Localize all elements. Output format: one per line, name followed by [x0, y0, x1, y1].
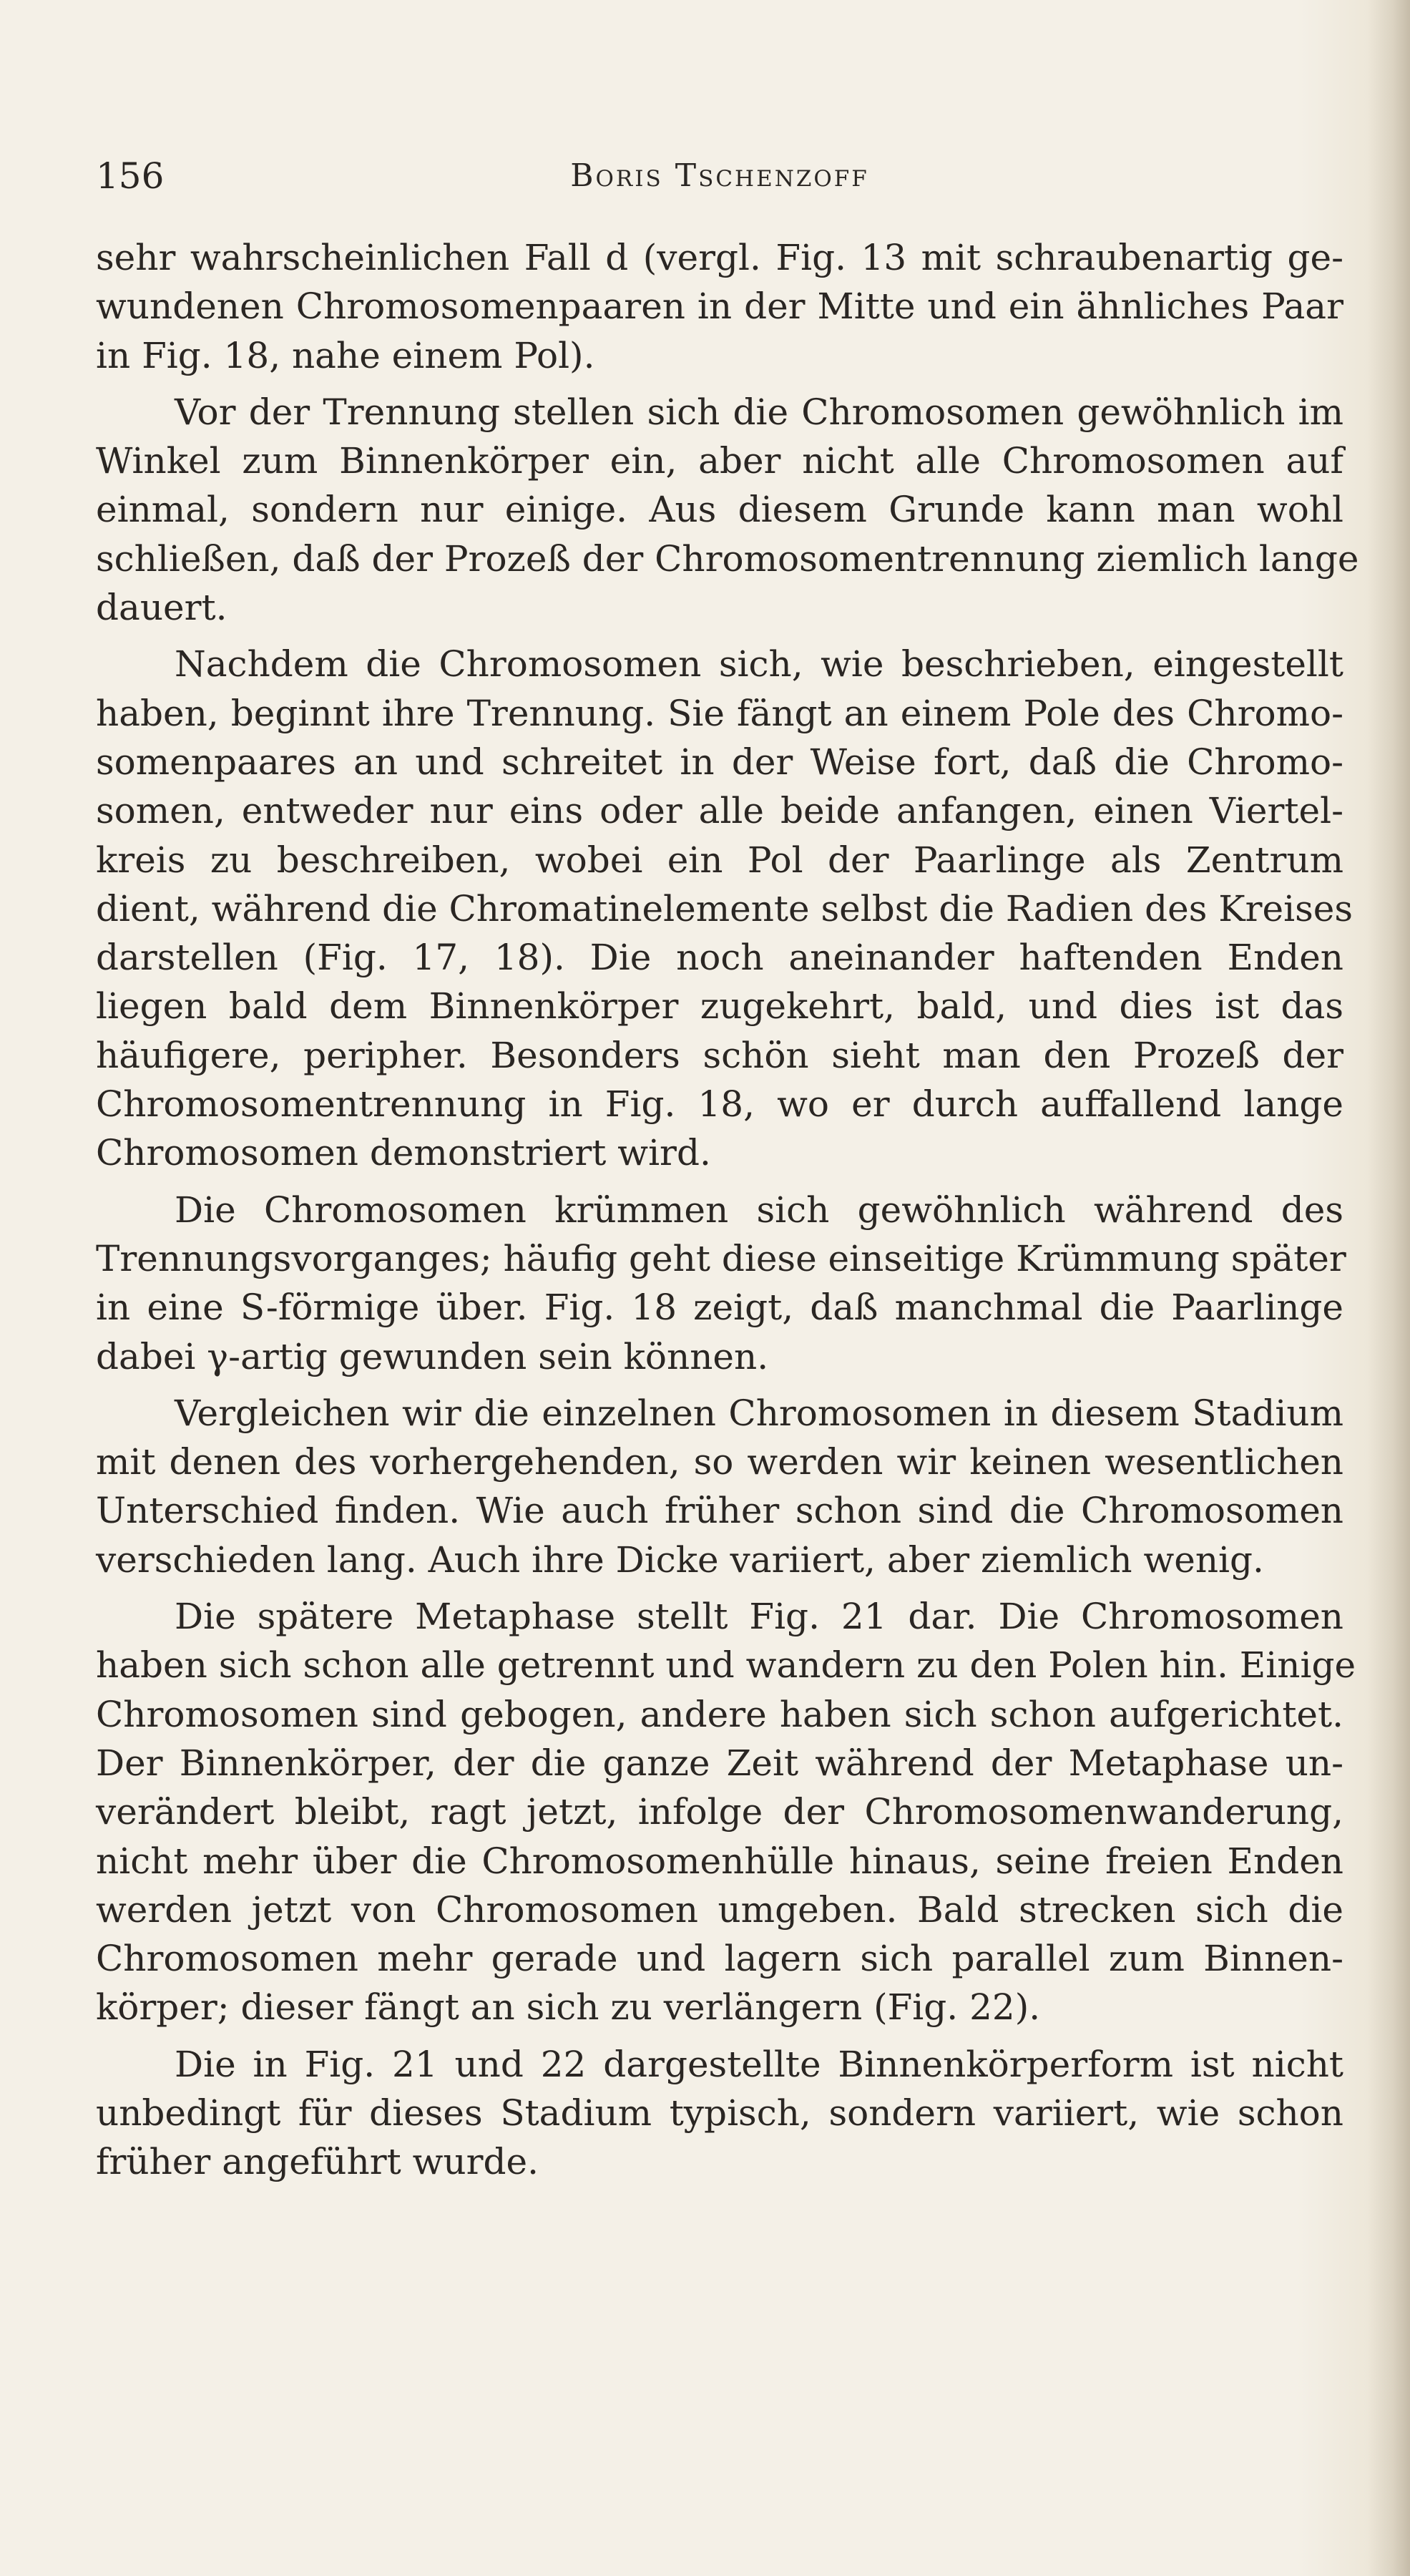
paragraph	[96, 388, 1359, 632]
text-line: darstellen (Fig. 17, 18). Die noch aneinander haftenden Enden	[96, 937, 1343, 979]
text-line: dient, während die Chromatinelemente selbst die Radien des Kreises	[96, 887, 1353, 930]
page-number: 156	[96, 155, 165, 197]
text-line: Die Chromosomen krümmen sich gewöhnlich während des	[175, 1189, 1343, 1231]
paragraph	[96, 1592, 1356, 2032]
text-line: Trennungsvorganges; häufig geht diese einseitige Krümmung später	[96, 1237, 1346, 1279]
text-line: nicht mehr über die Chromosomenhülle hinaus, seine freien Enden	[96, 1840, 1343, 1882]
text-line: verändert bleibt, ragt jetzt, infolge der Chromosomenwanderung,	[96, 1791, 1343, 1833]
text-line: Die in Fig. 21 und 22 dargestellte Binnenkörperform ist nicht	[175, 2043, 1343, 2085]
text-line: einmal, sondern nur einige. Aus diesem Grunde kann man wohl	[96, 489, 1343, 531]
paragraph	[96, 233, 1343, 380]
text-line: häufigere, peripher. Besonders schön sieht man den Prozeß der	[96, 1034, 1343, 1076]
text-line: haben sich schon alle getrennt und wandern zu den Polen hin. Einige	[96, 1644, 1356, 1687]
text-line: Unterschied finden. Wie auch früher schon sind die Chromosomen	[96, 1490, 1343, 1532]
text-line: wundenen Chromosomenpaaren in der Mitte und ein ähnliches Paar	[96, 286, 1343, 328]
text-line: unbedingt für dieses Stadium typisch, sondern variiert, wie schon	[96, 2092, 1343, 2134]
paragraph	[96, 1389, 1343, 1584]
text-line: Chromosomen sind gebogen, andere haben sich schon aufgerichtet.	[96, 1693, 1343, 1735]
text-line: in Fig. 18, nahe einem Pol).	[96, 334, 595, 376]
text-line: somen, entweder nur eins oder alle beide anfangen, einen Viertel-	[96, 790, 1343, 832]
text-line: Chromosomen demonstriert wird.	[96, 1132, 711, 1174]
text-line: Winkel zum Binnenkörper ein, aber nicht alle Chromosomen auf	[96, 440, 1343, 482]
paragraph	[96, 1186, 1346, 1381]
text-line: Chromosomentrennung in Fig. 18, wo er durch auffallend lange	[96, 1083, 1343, 1126]
body-text	[96, 233, 1359, 2195]
paragraph	[96, 2040, 1343, 2187]
page-edge-shadow	[1367, 0, 1410, 2576]
running-head	[96, 147, 1343, 205]
paragraph	[96, 640, 1353, 1177]
text-line: dauert.	[96, 587, 227, 629]
text-line: kreis zu beschreiben, wobei ein Pol der Paarlinge als Zentrum	[96, 839, 1343, 881]
text-line: Die spätere Metaphase stellt Fig. 21 dar. Die Chromosomen	[175, 1596, 1343, 1638]
text-line: dabei γ-artig gewunden sein können.	[96, 1335, 769, 1377]
text-line: Vergleichen wir die einzelnen Chromosomen in diesem Stadium	[175, 1392, 1343, 1434]
text-line: somenpaares an und schreitet in der Weise fort, daß die Chromo-	[96, 741, 1343, 783]
text-line: werden jetzt von Chromosomen umgeben. Bald strecken sich die	[96, 1888, 1343, 1931]
text-line: Vor der Trennung stellen sich die Chromosomen gewöhnlich im	[175, 391, 1343, 433]
text-line: in eine S-förmige über. Fig. 18 zeigt, daß manchmal die Paarlinge	[96, 1287, 1343, 1329]
text-line: Chromosomen mehr gerade und lagern sich parallel zum Binnen-	[96, 1938, 1343, 1980]
text-line: verschieden lang. Auch ihre Dicke variiert, aber ziemlich wenig.	[96, 1538, 1264, 1581]
text-line: mit denen des vorhergehenden, so werden wir keinen wesentlichen	[96, 1441, 1343, 1483]
text-line: Nachdem die Chromosomen sich, wie beschrieben, eingestellt	[175, 643, 1343, 686]
text-line: schließen, daß der Prozeß der Chromosomentrennung ziemlich lange	[96, 537, 1359, 580]
text-line: körper; dieser fängt an sich zu verlängern (Fig. 22).	[96, 1986, 1041, 2029]
running-head-title: Boris Tschenzoff	[570, 157, 869, 194]
text-line: sehr wahrscheinlichen Fall d (vergl. Fig. 13 mit schraubenartig ge-	[96, 237, 1343, 278]
text-line: liegen bald dem Binnenkörper zugekehrt, bald, und dies ist das	[96, 985, 1343, 1028]
text-line: früher angeführt wurde.	[96, 2141, 539, 2183]
text-line: Der Binnenkörper, der die ganze Zeit während der Metaphase un-	[96, 1742, 1343, 1784]
text-line: haben, beginnt ihre Trennung. Sie fängt an einem Pole des Chromo-	[96, 692, 1343, 734]
